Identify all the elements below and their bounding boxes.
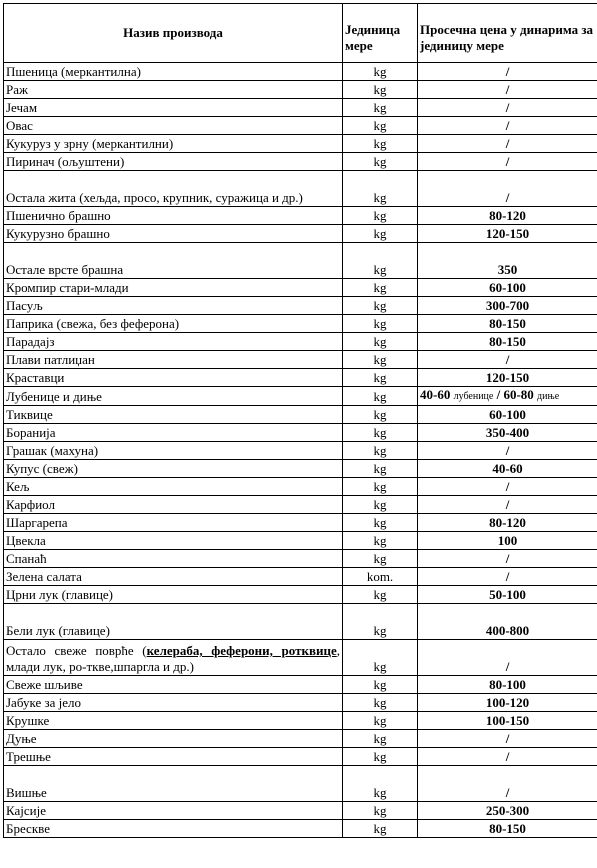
price-cell: 50-100 — [418, 586, 597, 604]
product-name: Тиквице — [4, 406, 343, 424]
unit-cell: kg — [343, 748, 418, 766]
product-name — [4, 640, 343, 676]
header-unit: Јединица мере — [343, 4, 418, 63]
product-name: Боранија — [4, 424, 343, 442]
table-row — [4, 351, 597, 369]
price-cell: 80-100 — [418, 676, 597, 694]
table-row — [4, 225, 597, 243]
unit-cell: kg — [343, 279, 418, 297]
unit-cell: kg — [343, 532, 418, 550]
table-row — [4, 568, 597, 586]
price-cell: 60-100 — [418, 279, 597, 297]
product-name: Спанаћ — [4, 550, 343, 568]
product-name: Дуње — [4, 730, 343, 748]
table-row — [4, 117, 597, 135]
unit-cell: kg — [343, 676, 418, 694]
unit-cell: kg — [343, 135, 418, 153]
table-row — [4, 387, 597, 406]
table-row — [4, 297, 597, 315]
price-cell: / — [418, 135, 597, 153]
product-name: Остале врсте брашна — [4, 243, 343, 279]
unit-cell: kg — [343, 99, 418, 117]
price-cell: 120-150 — [418, 369, 597, 387]
product-name: Парадајз — [4, 333, 343, 351]
table-row — [4, 694, 597, 712]
product-name-part: , млади лук, ро-тквe,шпаргла и др.) — [6, 643, 340, 674]
table-row — [4, 460, 597, 478]
unit-cell: kom. — [343, 568, 418, 586]
product-name: Кајсије — [4, 802, 343, 820]
table-row — [4, 514, 597, 532]
unit-cell: kg — [343, 153, 418, 171]
unit-cell: kg — [343, 81, 418, 99]
unit-cell: kg — [343, 550, 418, 568]
price-table-container — [3, 3, 597, 838]
price-cell: 350 — [418, 243, 597, 279]
table-row — [4, 712, 597, 730]
price-cell: / — [418, 478, 597, 496]
table-row — [4, 135, 597, 153]
table-row — [4, 442, 597, 460]
unit-cell: kg — [343, 225, 418, 243]
price-cell: 350-400 — [418, 424, 597, 442]
product-name: Пасуљ — [4, 297, 343, 315]
table-header-row — [4, 4, 597, 63]
unit-cell: kg — [343, 478, 418, 496]
price-cell: 80-150 — [418, 820, 597, 838]
product-name: Вишње — [4, 766, 343, 802]
product-name-part: Остало свеже поврће ( — [6, 643, 147, 658]
unit-cell: kg — [343, 802, 418, 820]
product-name: Кромпир стари-млади — [4, 279, 343, 297]
table-row — [4, 676, 597, 694]
product-name: Лубенице и диње — [4, 387, 343, 406]
unit-cell: kg — [343, 351, 418, 369]
product-name: Бели лук (главице) — [4, 604, 343, 640]
product-name: Јабуке за јело — [4, 694, 343, 712]
product-name: Пшеница (меркантилна) — [4, 63, 343, 81]
unit-cell: kg — [343, 514, 418, 532]
header-average-price: Просечна цена у динарима за јединицу мере — [418, 4, 597, 63]
product-name: Купус (свеж) — [4, 460, 343, 478]
price-cell: / — [418, 568, 597, 586]
price-cell: / — [418, 730, 597, 748]
unit-cell: kg — [343, 496, 418, 514]
table-row — [4, 586, 597, 604]
table-row — [4, 604, 597, 640]
price-cell: 300-700 — [418, 297, 597, 315]
product-name: Трешње — [4, 748, 343, 766]
unit-cell: kg — [343, 604, 418, 640]
table-row — [4, 424, 597, 442]
table-row — [4, 406, 597, 424]
price-cell: / — [418, 496, 597, 514]
unit-cell: kg — [343, 694, 418, 712]
product-name: Грашак (махуна) — [4, 442, 343, 460]
price-melon: / 60-80 — [496, 387, 534, 402]
product-name: Плави патлиџан — [4, 351, 343, 369]
price-cell: 80-150 — [418, 333, 597, 351]
unit-cell: kg — [343, 640, 418, 676]
table-row — [4, 171, 597, 207]
price-cell: / — [418, 81, 597, 99]
price-cell: / — [418, 640, 597, 676]
product-name: Свеже шљиве — [4, 676, 343, 694]
table-row — [4, 748, 597, 766]
price-watermelon-note: лубенице — [453, 391, 494, 402]
unit-cell: kg — [343, 171, 418, 207]
product-name: Јечам — [4, 99, 343, 117]
price-cell: 400-800 — [418, 604, 597, 640]
product-name: Кељ — [4, 478, 343, 496]
price-cell: / — [418, 442, 597, 460]
price-cell: 250-300 — [418, 802, 597, 820]
table-row — [4, 369, 597, 387]
price-cell: 80-120 — [418, 207, 597, 225]
table-row — [4, 207, 597, 225]
price-table — [3, 3, 597, 838]
price-cell: 100-150 — [418, 712, 597, 730]
table-row — [4, 496, 597, 514]
table-row — [4, 802, 597, 820]
price-cell: 100 — [418, 532, 597, 550]
table-row — [4, 279, 597, 297]
price-melon-note: диње — [537, 391, 560, 402]
product-name: Крушке — [4, 712, 343, 730]
unit-cell: kg — [343, 766, 418, 802]
product-name: Зелена салата — [4, 568, 343, 586]
table-row — [4, 478, 597, 496]
table-row — [4, 550, 597, 568]
unit-cell: kg — [343, 297, 418, 315]
price-cell: / — [418, 748, 597, 766]
unit-cell: kg — [343, 424, 418, 442]
table-row — [4, 243, 597, 279]
unit-cell: kg — [343, 442, 418, 460]
price-cell: / — [418, 766, 597, 802]
product-name: Пиринач (oљуштени) — [4, 153, 343, 171]
table-row — [4, 63, 597, 81]
unit-cell: kg — [343, 243, 418, 279]
price-cell: / — [418, 99, 597, 117]
product-name: Брескве — [4, 820, 343, 838]
unit-cell: kg — [343, 387, 418, 406]
unit-cell: kg — [343, 820, 418, 838]
unit-cell: kg — [343, 369, 418, 387]
unit-cell: kg — [343, 586, 418, 604]
product-name: Цвекла — [4, 532, 343, 550]
price-cell: / — [418, 117, 597, 135]
product-name: Краставци — [4, 369, 343, 387]
price-cell: / — [418, 63, 597, 81]
product-name: Шаргарепа — [4, 514, 343, 532]
price-cell: 80-150 — [418, 315, 597, 333]
unit-cell: kg — [343, 207, 418, 225]
price-cell: 40-60 — [418, 460, 597, 478]
price-cell: / — [418, 153, 597, 171]
product-name: Кукуруз у зрну (меркантилни) — [4, 135, 343, 153]
product-name: Овас — [4, 117, 343, 135]
unit-cell: kg — [343, 333, 418, 351]
table-row — [4, 766, 597, 802]
table-row — [4, 730, 597, 748]
price-watermelon: 40-60 — [420, 387, 451, 402]
table-row — [4, 81, 597, 99]
price-cell: 120-150 — [418, 225, 597, 243]
unit-cell: kg — [343, 315, 418, 333]
unit-cell: kg — [343, 712, 418, 730]
price-cell: 80-120 — [418, 514, 597, 532]
product-name: Кукурузно брашно — [4, 225, 343, 243]
price-cell: / — [418, 171, 597, 207]
table-row — [4, 640, 597, 676]
product-name-underlined: келераба, феферони, ротквице — [146, 643, 337, 658]
product-name: Црни лук (главице) — [4, 586, 343, 604]
header-product-name: Назив производа — [4, 4, 343, 63]
table-row — [4, 99, 597, 117]
unit-cell: kg — [343, 117, 418, 135]
table-row — [4, 333, 597, 351]
table-row — [4, 153, 597, 171]
price-cell: 100-120 — [418, 694, 597, 712]
price-cell: / — [418, 351, 597, 369]
table-row — [4, 820, 597, 838]
product-name: Раж — [4, 81, 343, 99]
unit-cell: kg — [343, 406, 418, 424]
product-name: Паприка (свежа, без феферона) — [4, 315, 343, 333]
unit-cell: kg — [343, 730, 418, 748]
unit-cell: kg — [343, 63, 418, 81]
price-cell: / — [418, 550, 597, 568]
price-cell: 60-100 — [418, 406, 597, 424]
product-name: Карфиол — [4, 496, 343, 514]
table-row — [4, 532, 597, 550]
price-cell — [418, 387, 597, 406]
product-name: Пшенично брашно — [4, 207, 343, 225]
table-row — [4, 315, 597, 333]
unit-cell: kg — [343, 460, 418, 478]
product-name: Остала жита (хељда, просо, крупник, суражица и др.) — [4, 171, 343, 207]
